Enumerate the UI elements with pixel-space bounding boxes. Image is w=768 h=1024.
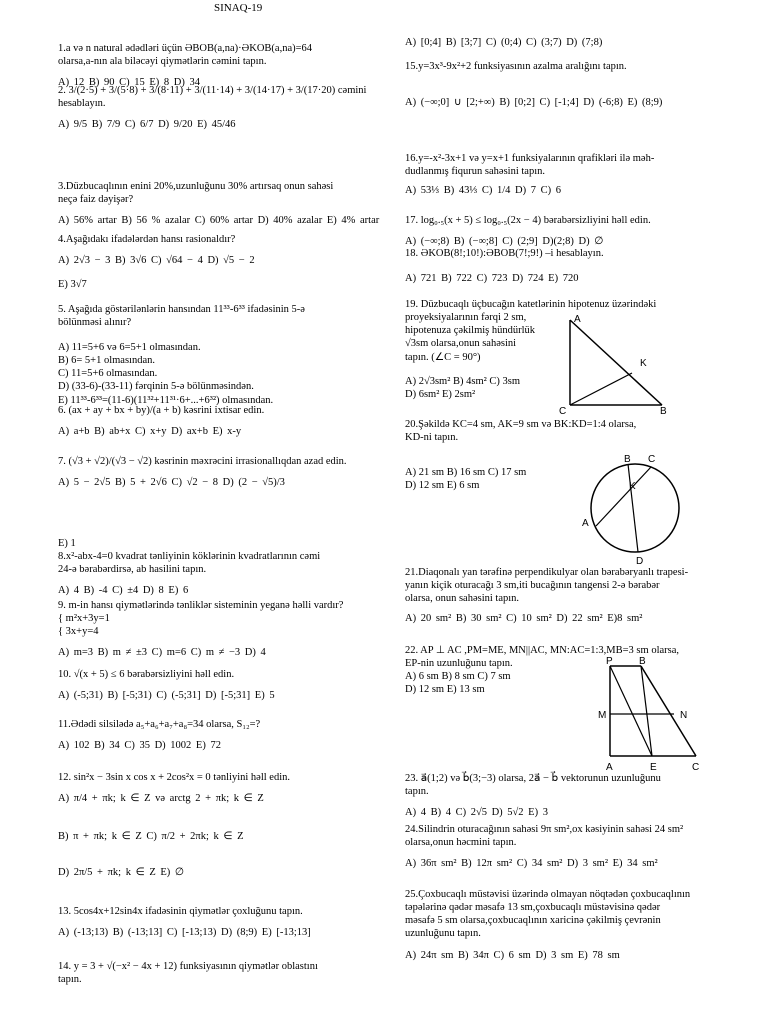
question-text-line: 2. 3/(2·5) + 3/(5·8) + 3/(8·11) + 3/(11·14) + 3/(14·17) + 3/(17·20) cəmini <box>58 85 367 96</box>
left-question-9 <box>58 537 398 598</box>
answer-options: A) (−∞;0] ∪ [2;+∞) B) [0;2] C) [-1;4] D) (-6;8) E) (8;9) <box>405 97 663 108</box>
question-text-line: yanın kiçik oturacağı 3 sm,iti bucağının tangensi 2-ə bərabər <box>405 580 660 592</box>
question-text-line: dudlanmış fiqurun sahəsini tapın. <box>405 166 545 178</box>
question-text-line: 25.Çoxbucaqlı müstəvisi üzərində olmayan nöqtədən çoxbucaqlının <box>405 889 691 900</box>
question-text-line: 1.a və n natural ədədləri üçün ƏBOB(a,na)·ƏKOB(a,na)=64 <box>58 43 313 54</box>
answer-options: A) 4 B) 4 C) 2√5 D) 5√2 E) 3 <box>405 807 548 819</box>
question-text-line: EP-nin uzunluğunu tapın. <box>405 658 513 670</box>
left-question-15 <box>58 866 398 879</box>
question-text-line: A) 21 sm B) 16 sm C) 17 sm <box>405 467 527 478</box>
left-question-10 <box>58 599 398 660</box>
right-question-7 <box>405 272 735 285</box>
question-text-line: 17. log₀.₅(x + 5) ≤ log₀.₅(2x − 4) bərabərsizliyini həll edin. <box>405 215 651 226</box>
question-text-line: tapın. <box>58 974 82 986</box>
question-text-line: 9. m-in hansı qiymətlərində tənliklər sisteminin yeganə həlli vardır? <box>58 600 344 611</box>
chord-bd <box>628 464 638 552</box>
question-text-line: hipotenuza çəkilmiş hündürlük <box>405 325 536 337</box>
left-question-13 <box>58 771 398 805</box>
question-text-line: 5. Aşağıda göstərilənlərin hansından 11³³-6³³ ifadəsinin 5-ə <box>58 304 305 315</box>
page-title: SINAQ-19 <box>214 2 263 14</box>
question-text-line: 8.x²-abx-4=0 kvadrat tənliyinin köklərinin kvadratlarının cəmi <box>58 551 321 563</box>
triangle-altitude <box>570 373 632 405</box>
answer-options: A) a+b B) ab+x C) x+y D) ax+b E) x-y <box>58 426 242 438</box>
question-text-line: təpələrinə qədər məsafə 13 sm,çoxbucaqlı müstəvisinə qədər <box>405 902 661 914</box>
question-text-line: 13. 5cos4x+12sin4x ifadəsinin qiymətlər çoxluğunu tapın. <box>58 906 303 917</box>
trapezoid-figure <box>596 656 708 778</box>
right-question-1 <box>405 60 735 73</box>
question-text-line: olarsa,onun həcmini tapın. <box>405 837 517 849</box>
question-text-line: uzunluğunu tapın. <box>405 928 481 940</box>
left-question-17 <box>58 960 398 986</box>
triangle-label-k: K <box>640 358 647 369</box>
answer-options: A) (−∞;8) B) (−∞;8] C) (2;9] D)(2;8) D) ∅ <box>405 236 604 248</box>
answer-options: A) 9/5 B) 7/9 C) 6/7 D) 9/20 E) 45/46 <box>58 119 236 131</box>
triangle-label-b: B <box>660 406 667 417</box>
question-text-line: D) (33-6)-(33-11) fərqinin 5-ə bölünməsindən. <box>58 381 254 393</box>
question-text-line: 11.Ədədi silsilədə a₅+a₆+a₇+a₈=34 olarsa, S₁₂=? <box>58 719 261 730</box>
question-text-line: 19. Düzbucaqlı üçbucağın katetlərinin hipotenuz üzərindəki <box>405 299 657 310</box>
question-text-line: hesablayın. <box>58 98 106 110</box>
question-text-line: √3sm olarsa,onun sahəsini <box>405 338 517 350</box>
question-text-line: 3.Düzbucaqlının enini 20%,uzunluğunu 30% artırsaq onun sahəsi <box>58 181 334 192</box>
answer-options: D) 2π/5 + πk; k ∈ Z E) ∅ <box>58 867 185 878</box>
right-question-5 <box>405 214 735 248</box>
question-text-line: proyeksiyalarının fərqi 2 sm, <box>405 312 527 324</box>
circle-figure <box>578 450 698 568</box>
question-text-line: E) 3√7 <box>58 279 87 290</box>
question-text-line: { 3x+y=4 <box>58 626 99 638</box>
question-text-line: D) 12 sm E) 13 sm <box>405 684 485 696</box>
left-question-2 <box>58 180 398 227</box>
question-text-line: 18. ƏKOB(8!;10!):ƏBOB(7!;9!) –i hesablayın. <box>405 248 604 259</box>
question-text-line: bölünməsi alınır? <box>58 317 132 329</box>
question-text-line: olarsa, onun sahəsini tapın. <box>405 593 520 605</box>
answer-options: A) [0;4] B) [3;7] C) (0;4) C) (3;7) D) (7;8) <box>405 37 603 48</box>
right-question-6 <box>405 247 735 260</box>
answer-options: A) (-13;13) B) (-13;13] C) [-13;13) D) (8;9) E) [-13;13] <box>58 927 311 939</box>
question-text-line: neçə faiz dəyişər? <box>58 194 134 206</box>
left-question-5 <box>58 303 398 329</box>
answer-options: A) 20 sm² B) 30 sm² C) 10 sm² D) 22 sm² E)8 sm² <box>405 613 643 624</box>
trap-label-p: P <box>606 656 613 667</box>
left-question-0 <box>58 42 398 89</box>
line-be <box>641 666 652 756</box>
circle-label-c: C <box>648 454 656 465</box>
triangle-label-a: A <box>574 314 581 325</box>
triangle-figure <box>560 310 680 420</box>
question-text-line: C) 11=5+6 olmasından. <box>58 368 158 380</box>
question-text-line: tapın. (∠C = 90°) <box>405 351 481 363</box>
triangle-label-c: C <box>559 406 567 417</box>
question-text-line: D) 12 sm E) 6 sm <box>405 480 480 492</box>
answer-options: A) 721 B) 722 C) 723 D) 724 E) 720 <box>405 273 579 284</box>
answer-options: A) 56% artar B) 56 % azalar C) 60% artar D) 40% azalar E) 4% artar <box>58 215 380 227</box>
question-text-line: 4.Aşağıdakı ifadələrdən hansı rasionaldır? <box>58 234 236 245</box>
answer-options: A) 36π sm² B) 12π sm² C) 34 sm² D) 3 sm² E) 34 sm² <box>405 858 658 870</box>
left-question-1 <box>58 84 398 131</box>
left-question-7 <box>58 404 398 438</box>
line-pe <box>610 666 652 756</box>
question-text-line: D) 6sm² E) 2sm² <box>405 389 476 401</box>
trap-label-m: M <box>598 710 607 721</box>
question-text-line: A) 6 sm B) 8 sm C) 7 sm <box>405 671 511 682</box>
question-text-line: { m²x+3y=1 <box>58 613 110 625</box>
left-question-8 <box>58 455 398 489</box>
right-question-3 <box>405 152 735 178</box>
question-text-line: E) 11³³-6³³=(11-6)(11³²+11³¹·6+...+6³²) olmasından. <box>58 394 274 406</box>
question-text-line: 15.y=3x³-9x²+2 funksiyasının azalma aralığını tapın. <box>405 61 627 72</box>
question-text-line: 23. a⃗(1;2) və b⃗(3;−3) olarsa, 2a⃗ − b⃗ vektorunun uzunluğunu <box>405 773 661 784</box>
trap-label-n: N <box>680 710 688 721</box>
answer-options: A) m=3 B) m ≠ ±3 C) m=6 C) m ≠ −3 D) 4 <box>58 647 266 659</box>
right-question-0 <box>405 36 735 49</box>
answer-options: A) 4 B) -4 C) ±4 D) 8 E) 6 <box>58 585 189 597</box>
trap-label-c: C <box>692 762 700 773</box>
question-text-line: KD-ni tapın. <box>405 432 459 444</box>
line-bc <box>641 666 696 756</box>
question-text-line: 24.Silindrin oturacağının sahəsi 9π sm²,ox kəsiyinin sahəsi 24 sm² <box>405 824 684 835</box>
question-text-line: 10. √(x + 5) ≤ 6 bərabərsizliyini həll edin. <box>58 669 235 680</box>
right-question-10 <box>405 418 735 444</box>
trap-label-b: B <box>639 656 646 667</box>
question-text-line: 16.y=-x²-3x+1 və y=x+1 funksiyalarının qrafikləri ilə məh- <box>405 153 655 164</box>
right-question-17 <box>405 823 735 870</box>
question-text-line: E) 1 <box>58 538 76 549</box>
circle-label-d: D <box>636 556 644 567</box>
right-question-2 <box>405 96 735 109</box>
circle-label-b: B <box>624 454 631 465</box>
answer-options: B) π + πk; k ∈ Z C) π/2 + 2πk; k ∈ Z <box>58 831 244 842</box>
question-text-line: 20.Şəkildə KC=4 sm, AK=9 sm və BK:KD=1:4 olarsa, <box>405 419 637 430</box>
answer-options: A) 102 B) 34 C) 35 D) 1002 E) 72 <box>58 740 221 752</box>
trap-label-e: E <box>650 762 657 773</box>
circle <box>591 464 679 552</box>
right-question-18 <box>405 888 735 962</box>
right-question-13 <box>405 612 735 625</box>
right-question-16 <box>405 772 735 819</box>
question-text-line: 7. (√3 + √2)/(√3 − √2) kəsrinin məxrəcini irrasionallıqdan azad edin. <box>58 456 347 467</box>
question-text-line: 21.Diaqonalı yan tərəfinə perpendikulyar olan bərabəryanlı trapesi- <box>405 567 689 578</box>
right-question-4 <box>405 184 735 197</box>
question-text-line: məsafə 5 sm olarsa,çoxbucaqlının xaricinə çəkilmiş çevrənin <box>405 915 661 927</box>
answer-options: A) 12 B) 90 C) 15 E) 8 D) 34 <box>58 77 200 89</box>
answer-options: A) 5 − 2√5 B) 5 + 2√6 C) √2 − 8 D) (2 − √5)/3 <box>58 477 285 489</box>
circle-label-k: K <box>629 481 636 492</box>
question-text-line: 12. sin²x − 3sin x cos x + 2cos²x = 0 tənliyini həll edin. <box>58 772 291 783</box>
left-question-3 <box>58 233 398 267</box>
question-text-line: B) 6= 5+1 olmasından. <box>58 355 156 367</box>
left-question-6 <box>58 341 398 407</box>
right-question-12 <box>405 566 735 605</box>
question-text-line: 6. (ax + ay + bx + by)/(a + b) kəsrini ixtisar edin. <box>58 405 265 416</box>
question-text-line: olarsa,a-nın ala biləcəyi qiymətlərin cəmini tapın. <box>58 56 267 68</box>
answer-options: A) 53⅓ B) 43⅓ C) 1/4 D) 7 C) 6 <box>405 185 561 196</box>
question-text-line: 24-ə bərabərdirsə, ab hasilini tapın. <box>58 564 207 576</box>
question-text-line: A) 2√3sm² B) 4sm² C) 3sm <box>405 376 521 387</box>
circle-label-a: A <box>582 518 589 529</box>
answer-options: A) 24π sm B) 34π C) 6 sm D) 3 sm E) 78 sm <box>405 949 620 961</box>
left-question-11 <box>58 668 398 702</box>
left-question-16 <box>58 905 398 939</box>
left-question-4 <box>58 278 398 291</box>
trap-label-a: A <box>606 762 613 773</box>
left-question-14 <box>58 830 398 843</box>
question-text-line: tapın. <box>405 786 429 798</box>
answer-options: A) π/4 + πk; k ∈ Z və arctg 2 + πk; k ∈ Z <box>58 793 264 805</box>
answer-options: A) 2√3 − 3 B) 3√6 C) √64 − 4 D) √5 − 2 <box>58 255 255 267</box>
triangle-hypotenuse <box>570 320 662 405</box>
question-text-line: 14. y = 3 + √(−x² − 4x + 12) funksiyasının qiymətlər oblastını <box>58 961 318 972</box>
left-question-12 <box>58 718 398 752</box>
question-text-line: 22. AP ⊥ AC ,PM=ME, MN||AC, MN:AC=1:3,MB=3 sm olarsa, <box>405 645 680 656</box>
question-text-line: A) 11=5+6 və 6=5+1 olmasından. <box>58 342 201 353</box>
answer-options: A) (-5;31) B) [-5;31) C) (-5;31] D) [-5;31] E) 5 <box>58 690 275 702</box>
